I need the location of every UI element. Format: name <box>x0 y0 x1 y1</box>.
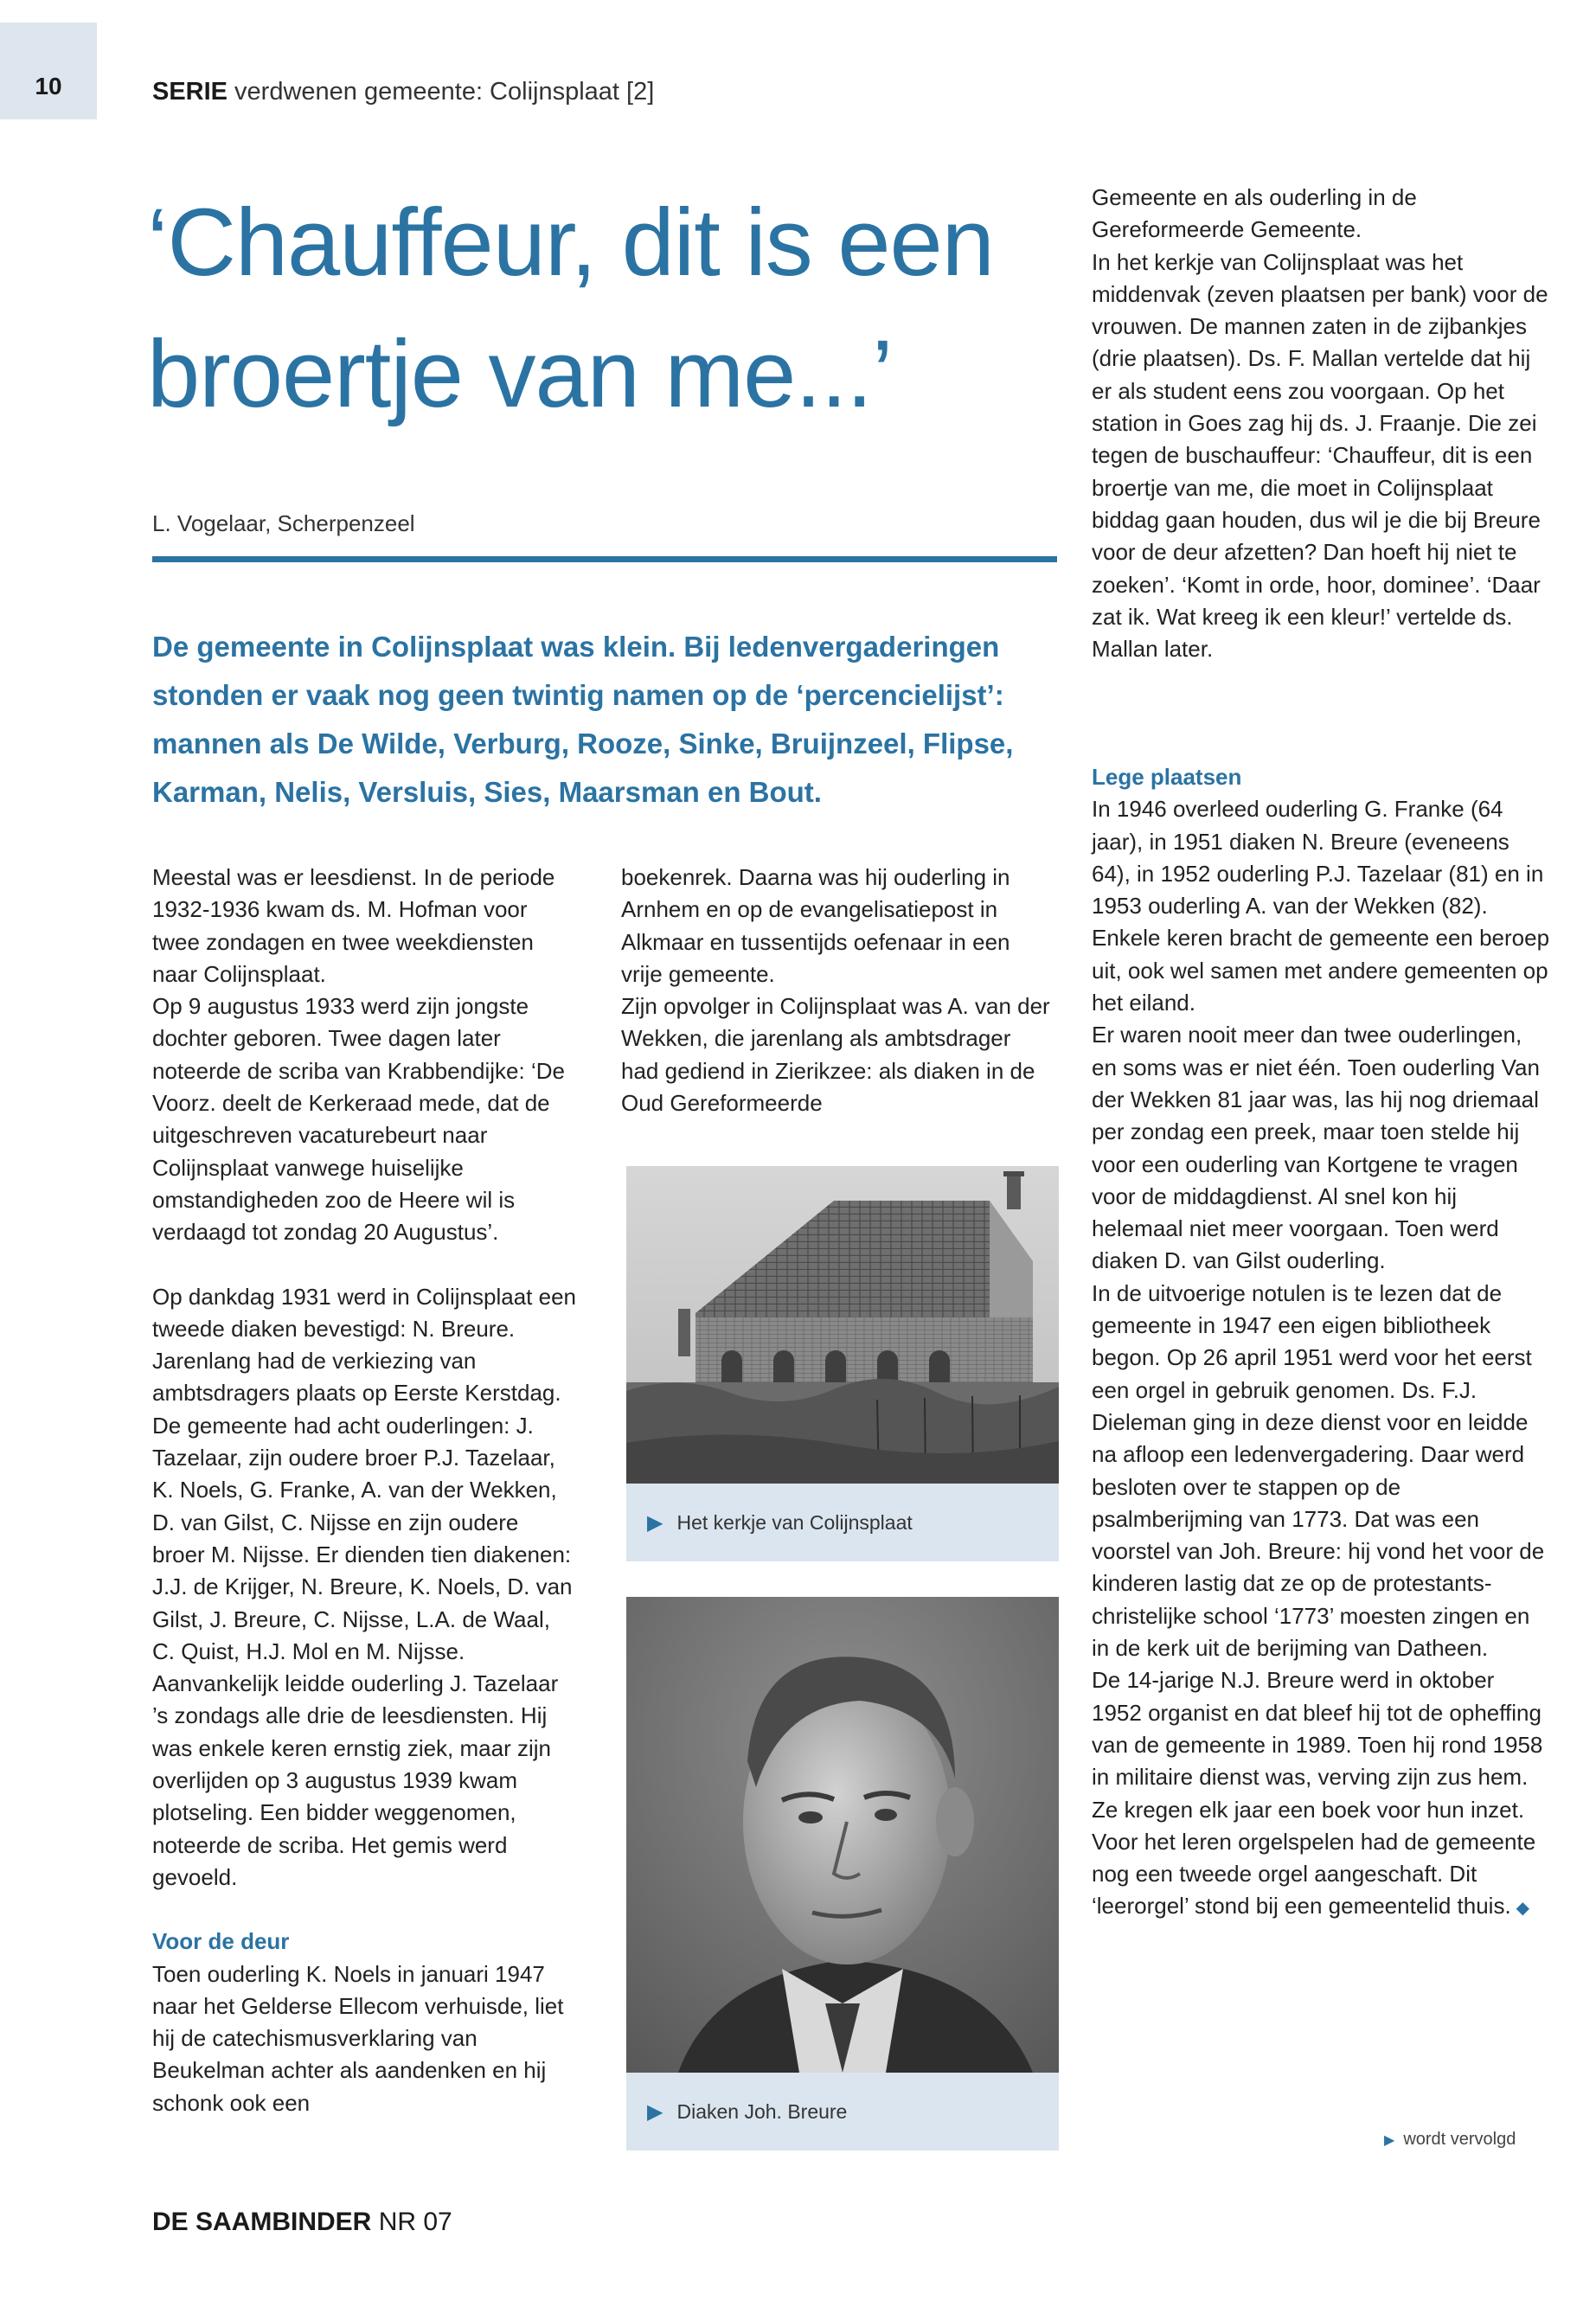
series-title: verdwenen gemeente: Colijnsplaat [2] <box>234 78 655 106</box>
paragraph: In 1946 overleed ouderling G. Franke (64 jaar), in 1951 diaken N. Breure (eveneens 64), in 1952 ouderling P.J. Tazelaar (81) en in 1953 ouderling A. van der Wekken (82). <box>1092 796 1544 920</box>
paragraph <box>1092 1794 1550 1926</box>
page-number: 10 <box>35 73 62 99</box>
paragraph: Toen ouderling K. Noels in januari 1947 naar het Gelderse Ellecom verhuisde, liet hij de catechismusverklaring van Beukelman achter als aandenken en hij schonk ook een <box>152 1960 564 2116</box>
text-column-3 <box>1092 182 1550 665</box>
paragraph: Op 9 augustus 1933 werd zijn jongste dochter geboren. Twee dagen later noteerde de scriba van Krabbendijke: ‘De Voorz. deelt de Kerkeraad mede, dat de uitgeschreven vacaturebeurt naar Colijnsplaat vanwege huiselijke omstandigheden zoo de Heere wil is verdaagd tot zondag 20 Augustus’. <box>152 993 565 1246</box>
church-photo <box>626 1166 1059 1484</box>
paragraph: Zijn opvolger in Colijnsplaat was A. van der Wekken, die jarenlang als ambtsdrager had gediend in Zierikzee: als diaken in de Oud Gereformeerde <box>621 993 1050 1117</box>
text-column-2 <box>621 862 1054 1119</box>
paragraph: Op dankdag 1931 werd in Colijnsplaat een tweede diaken bevestigd: N. Breure. Jarenlang had de verkiezing van ambtsdragers plaats op Eerste Kerstdag. De gemeente had acht ouderlingen: J. Tazelaar, zijn oudere broer P.J. Tazelaar, K. Noels, G. Franke, A. van der Wekken, D. van Gilst, C. Nijsse en zijn oudere broer M. Nijsse. Er dienden tien diakenen: J.J. de Krijger, N. Breure, K. Noels, D. van Gilst, J. Breure, C. Nijsse, L.A. de Waal, C. Quist, H.J. Mol en M. Nijsse. Aanvankelijk leidde ouderling J. Tazelaar ’s zondags alle drie de leesdiensten. Hij was enkele keren ernstig ziek, maar zijn overlijden op 3 augustus 1939 kwam plotseling. Een bidder weggenomen, noteerde de scriba. Het gemis werd gevoeld. <box>152 1283 577 1890</box>
paragraph: Er waren nooit meer dan twee ouderlingen, en soms was er niet één. Toen ouderling Van der Wekken 81 jaar was, las hij nog driemaal per zondag een preek, maar toen stelde hij voor een ouderling van Kortgene te vragen voor de middagdienst. Al snel kon hij helemaal niet meer voorgaan. Toen werd diaken D. van Gilst ouderling. <box>1092 1022 1540 1274</box>
paragraph: De 14-jarige N.J. Breure werd in oktober 1952 organist en dat bleef hij tot de opheffing van de gemeente in 1989. Toen hij rond 1958 in militaire dienst was, verving zijn zus hem. <box>1092 1667 1543 1791</box>
paragraph-text: Ze kregen elk jaar een boek voor hun inzet. Voor het leren orgelspelen had de gemeente nog een tweede orgel aangeschaft. Dit ‘leerorgel’ stond bij een gemeentelid thuis. <box>1092 1796 1536 1920</box>
triangle-right-icon: ▶ <box>647 2099 663 2124</box>
lead-paragraph: De gemeente in Colijnsplaat was klein. Bij ledenvergaderingen stonden er vaak nog geen twintig namen op de ‘percencielijst’: mannen als De Wilde, Verburg, Rooze, Sinke, Bruijnzeel, Flipse, Karman, Nelis, Versluis, Sies, Maarsman en Bout. <box>152 631 1014 808</box>
paragraph: Enkele keren bracht de gemeente een beroep uit, ook wel samen met andere gemeenten op het eiland. <box>1092 925 1550 1016</box>
subheading: Voor de deur <box>152 1928 290 1955</box>
caption-text: Diaken Joh. Breure <box>676 2099 848 2123</box>
article-title <box>147 177 1081 440</box>
diamond-icon: ◆ <box>1516 1899 1530 1919</box>
running-head <box>152 78 654 106</box>
paragraph: In het kerkje van Colijnsplaat was het middenvak (zeven plaatsen per bank) voor de vrouwen. De mannen zaten in de zijbankjes (drie plaatsen). Ds. F. Mallan vertelde dat hij er als student eens zou voorgaan. Op het station in Goes zag hij ds. J. Fraanje. Die zei tegen de buschauffeur: ‘Chauffeur, dit is een broertje van me, die moet in Colijnsplaat biddag gaan houden, dus wil je die bij Breure voor de deur afzetten? Dan hoeft hij niet te zoeken’. ‘Komt in orde, hoor, dominee’. ‘Daar zat ik. Wat kreeg ik een kleur!’ vertelde ds. Mallan later. <box>1092 248 1548 663</box>
continued-text: wordt vervolgd <box>1403 2130 1516 2149</box>
title-rule <box>152 556 1057 562</box>
author-byline: L. Vogelaar, Scherpenzeel <box>152 510 415 536</box>
series-label: SERIE <box>152 78 228 106</box>
title-line-2: broertje van me...’ <box>147 321 893 427</box>
text-column-3-continued <box>1092 761 1550 1926</box>
caption-text: Het kerkje van Colijnsplaat <box>676 1510 913 1534</box>
portrait-photo-caption <box>626 2073 1059 2150</box>
text-column-1 <box>152 862 576 2119</box>
triangle-right-icon: ▶ <box>1384 2133 1395 2148</box>
triangle-right-icon: ▶ <box>647 1510 663 1535</box>
magazine-name: DE SAAMBINDER <box>152 2208 372 2236</box>
footer <box>152 2208 452 2237</box>
paragraph: In de uitvoerige notulen is te lezen dat de gemeente in 1947 een eigen bibliotheek begon. Op 26 april 1951 werd voor het eerst een orgel in gebruik genomen. Ds. F.J. Dieleman ging in deze dienst voor en leidde na afloop een ledenvergadering. Daar werd besloten over te stappen op de psalmberijming van 1773. Dat was een voorstel van Joh. Breure: hij vond het voor de kinderen lastig dat ze op de protestants-christelijke school ‘1773’ moesten zingen en in de kerk uit de berijming van Datheen. <box>1092 1279 1545 1662</box>
paragraph: Meestal was er leesdienst. In de periode 1932-1936 kwam ds. M. Hofman voor twee zondagen en twee weekdiensten naar Colijnsplaat. <box>152 864 555 987</box>
church-photo-caption <box>626 1484 1059 1561</box>
portrait-photo <box>626 1597 1059 2073</box>
paragraph: boekenrek. Daarna was hij ouderling in Arnhem en op de evangelisatiepost in Alkmaar en tussentijds oefenaar in een vrije gemeente. <box>621 864 1010 987</box>
page-number-tab <box>0 22 97 119</box>
paragraph: Gemeente en als ouderling in de Gereformeerde Gemeente. <box>1092 184 1417 243</box>
title-line-1: ‘Chauffeur, dit is een <box>147 189 994 296</box>
issue-number: NR 07 <box>378 2208 452 2236</box>
subheading: Lege plaatsen <box>1092 764 1242 790</box>
continued-note <box>1384 2130 1516 2150</box>
